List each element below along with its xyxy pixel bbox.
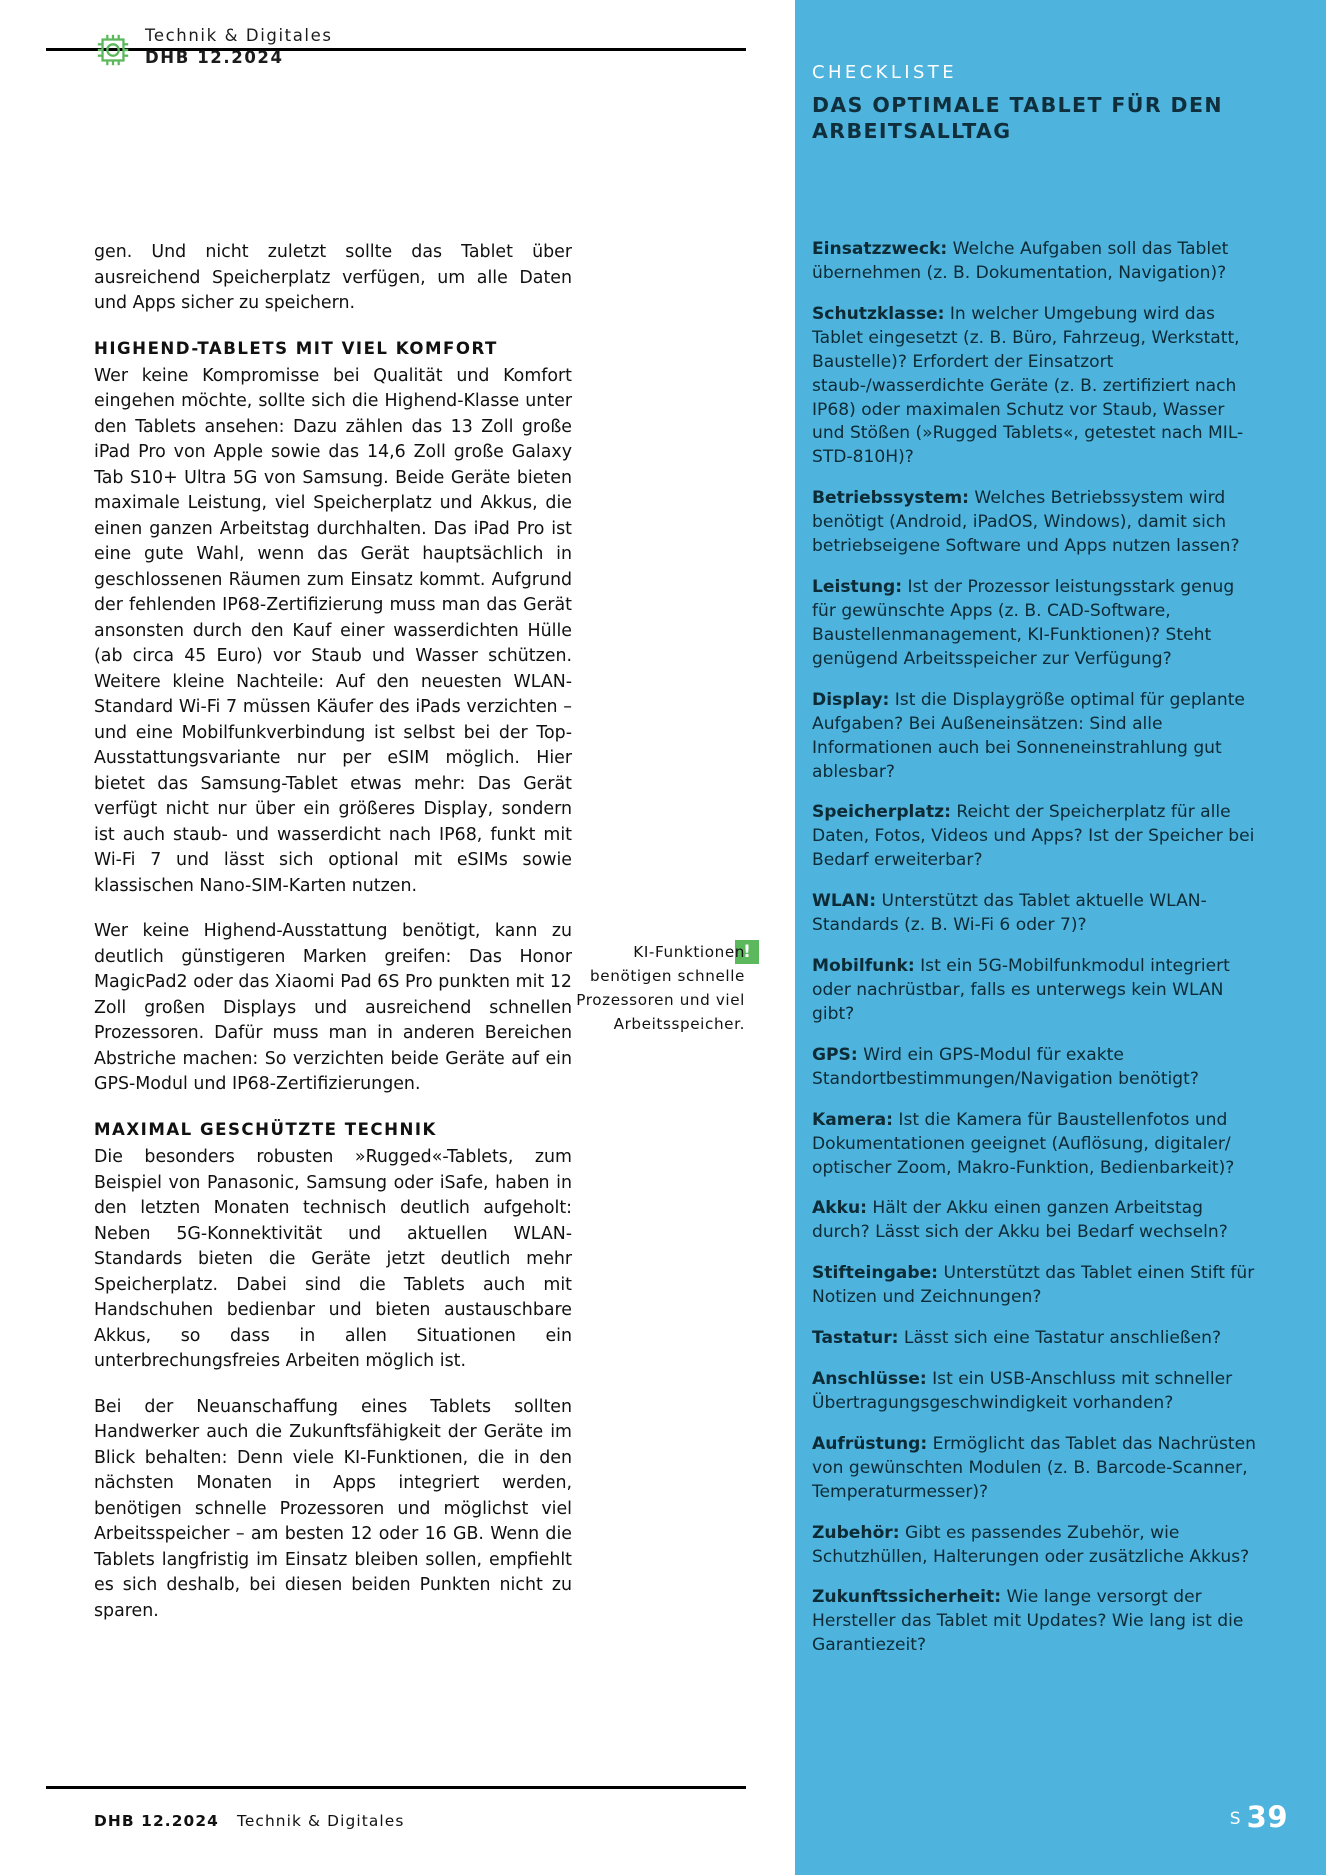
checklist-item [812, 303, 1262, 470]
checklist-item-term: Tastatur: [812, 1328, 899, 1349]
section-heading-rugged: MAXIMAL GESCHÜTZTE TECHNIK [94, 1119, 437, 1139]
checklist-item-term: Display: [812, 689, 890, 710]
checklist-item-term: Stifteingabe: [812, 1263, 939, 1284]
footer-rule [46, 1786, 746, 1789]
article-body [94, 240, 572, 1644]
checklist-item-term: WLAN: [812, 891, 877, 912]
checklist-item-term: Kamera: [812, 1109, 893, 1130]
page-header [94, 26, 333, 70]
checklist-item [812, 1262, 1262, 1310]
checklist-item [812, 801, 1262, 873]
checklist-item [812, 1197, 1262, 1245]
checklist-item-text: Wird ein GPS-Modul für exakte Standortbestimmungen/Navigation benötigt? [812, 1044, 1199, 1089]
checklist-item [812, 955, 1262, 1027]
chip-icon [94, 30, 132, 70]
checklist-item-text: Ist die Displaygröße optimal für geplante Aufgaben? Bei Außeneinsätzen: Sind alle Informationen auch bei Sonneneinstrahlung gut ablesbar? [812, 689, 1245, 782]
checklist-item-text: Welches Betriebssystem wird benötigt (Android, iPadOS, Windows), damit sich betriebseigene Software und Apps nutzen lassen? [812, 488, 1240, 557]
checklist-item-text: Ist der Prozessor leistungsstark genug für gewünschte Apps (z. B. CAD-Software, Baustellenmanagement, KI-Funktionen)? Steht genügend Arbeitsspeicher zur Verfügung? [812, 577, 1235, 669]
page-prefix: S [1229, 1809, 1242, 1829]
page-number: 39 [1246, 1800, 1288, 1834]
checklist-item-text: Ist ein USB-Anschluss mit schneller Übertragungsgeschwindigkeit vorhanden? [812, 1369, 1233, 1413]
checklist-item-text: Unterstützt das Tablet aktuelle WLAN-Standards (z. B. Wi-Fi 6 oder 7)? [812, 891, 1207, 936]
checklist-item [812, 1044, 1262, 1092]
checklist-item [812, 576, 1262, 672]
checklist-item [812, 238, 1262, 286]
checklist-item-text: Ist die Kamera für Baustellenfotos und Dokumentationen geeignet (Auflösung, digitaler/ optischer Zoom, Makro-Funktion, Bedienbarkeit)? [812, 1109, 1235, 1178]
checklist-item-term: Zukunftssicherheit: [812, 1587, 1002, 1608]
checklist-title: DAS OPTIMALE TABLET FÜR DEN ARBEITSALLTAG [812, 93, 1223, 144]
checklist-item [812, 1327, 1262, 1351]
checklist-item-text: Welche Aufgaben soll das Tablet übernehmen (z. B. Dokumentation, Navigation)? [812, 239, 1229, 283]
article-paragraph: Wer keine Kompromisse bei Qualität und Komfort eingehen möchte, sollte sich die Highend-Klasse unter den Tablets ansehen: Dazu zählen das 13 Zoll große iPad Pro von Apple sowie das 14,6 Zoll große Galaxy Tab S10+ Ultra 5G von Samsung. Beide Geräte bieten maximale Leistung, viel Speicherplatz und Akkus, die einen ganzen Arbeitstag durchhalten. Das iPad Pro ist eine gute Wahl, wenn das Gerät hauptsächlich in geschlossenen Räumen zum Einsatz kommt. Aufgrund der fehlenden IP68-Zertifizierung muss man das Gerät ansonsten durch den Kauf einer wasserdichten Hülle (ab circa 45 Euro) vor Staub und Wasser schützen. Weitere kleine Nachteile: Auf den neuesten WLAN-Standard Wi-Fi 7 müssen Käufer des iPads verzichten – und eine Mobilfunkverbindung ist selbst bei der Top-Ausstattungsvariante nur per eSIM möglich. Hier bietet das Samsung-Tablet etwas mehr: Das Gerät verfügt nicht nur über ein größeres Display, sondern ist auch staub- und wasserdicht nach IP68, funkt mit Wi-Fi 7 und lässt sich optional mit eSIMs sowie klassischen Nano-SIM-Karten nutzen. [94, 365, 572, 896]
checklist-item-text: In welcher Umgebung wird das Tablet eingesetzt (z. B. Büro, Fahrzeug, Werkstatt, Baustelle)? Erfordert der Einsatzort staub-/wasserdichte Geräte (z. B. zertifiziert nach IP68) oder maximalen Schutz vor Staub, Wasser und Stößen (»Rugged Tablets«, getestet nach MIL-STD-810H)? [812, 303, 1244, 468]
checklist-item [812, 1586, 1262, 1658]
checklist-item-text: Ermöglicht das Tablet das Nachrüsten von gewünschten Modulen (z. B. Barcode-Scanner, Temperaturmesser)? [812, 1433, 1256, 1502]
checklist-item [812, 890, 1262, 938]
footer-left [94, 1812, 404, 1830]
margin-note-text: KI-Funktionen benötigen schnelle Prozessoren und viel Arbeitsspeicher. [576, 943, 745, 1034]
checklist-item-text: Reicht der Speicherplatz für alle Daten, Fotos, Videos und Apps? Ist der Speicher bei Bedarf erweiterbar? [812, 802, 1255, 871]
checklist-item-term: Einsatzzweck: [812, 239, 948, 259]
header-kicker: Technik & Digitales [145, 26, 333, 45]
footer-section: Technik & Digitales [236, 1812, 405, 1830]
article-paragraph: gen. Und nicht zuletzt sollte das Tablet über ausreichend Speicherplatz verfügen, um alle Daten und Apps sicher zu speichern. [94, 242, 572, 313]
checklist-item-text: Wie lange versorgt der Hersteller das Tablet mit Updates? Wie lang ist die Garantiezeit? [812, 1587, 1244, 1656]
article-paragraph: Wer keine Highend-Ausstattung benötigt, kann zu deutlich günstigeren Marken greifen: Das Honor MagicPad2 oder das Xiaomi Pad 6S Pro punkten mit 12 Zoll großen Displays und ausreichend schnellen Prozessoren. Dafür muss man in anderen Bereichen Abstriche machen: So verzichten beide Geräte auf ein GPS-Modul und IP68-Zertifizierungen. [94, 921, 572, 1095]
checklist-item-text: Lässt sich eine Tastatur anschließen? [898, 1328, 1222, 1349]
checklist-item-term: Mobilfunk: [812, 956, 915, 977]
checklist-item [812, 487, 1262, 559]
checklist-item [812, 689, 1262, 785]
header-issue: DHB 12.2024 [145, 48, 284, 67]
checklist-item-text: Ist ein 5G-Mobilfunkmodul integriert oder nachrüstbar, falls es unterwegs kein WLAN gibt? [812, 956, 1230, 1024]
checklist-item [812, 1368, 1262, 1416]
checklist-item [812, 1522, 1262, 1570]
checklist-item-term: Betriebssystem: [812, 488, 969, 509]
checklist-item-term: Leistung: [812, 577, 903, 598]
checklist-item-term: Akku: [812, 1198, 867, 1219]
article-paragraph: Bei der Neuanschaffung eines Tablets sollten Handwerker auch die Zukunftsfähigkeit der Geräte im Blick behalten: Denn viele KI-Funktionen, die in den nächsten Monaten in Apps integriert werden, benötigen schnelle Prozessoren und möglichst viel Arbeitsspeicher – am besten 12 oder 16 GB. Wenn die Tablets langfristig im Einsatz bleiben sollen, empfiehlt es sich deshalb, bei diesen beiden Punkten nicht zu sparen. [94, 1396, 572, 1621]
checklist-kicker: CHECKLISTE [812, 62, 957, 83]
checklist-item-text: Hält der Akku einen ganzen Arbeitstag durch? Lässt sich der Akku bei Bedarf wechseln? [812, 1198, 1228, 1243]
checklist-item-term: Schutzklasse: [812, 303, 945, 324]
checklist-item [812, 1109, 1262, 1181]
section-heading-highend: HIGHEND-TABLETS MIT VIEL KOMFORT [94, 338, 498, 358]
checklist-item-term: Speicherplatz: [812, 802, 951, 823]
checklist-item-term: Zubehör: [812, 1522, 900, 1543]
checklist-items [812, 238, 1262, 1675]
checklist-item-term: Aufrüstung: [812, 1433, 928, 1454]
article-paragraph: Die besonders robusten »Rugged«-Tablets, zum Beispiel von Panasonic, Samsung oder iSafe, haben in den letzten Monaten technisch deutlich aufgeholt: Neben 5G-Konnektivität und aktuellen WLAN-Standards bieten die Geräte jetzt deutlich mehr Speicherplatz. Dabei sind die Tablets auch mit Handschuhen bedienbar und bieten austauschbare Akkus, so dass in allen Situationen ein unterbrechungsfreies Arbeiten möglich ist. [94, 1147, 572, 1372]
checklist-item-text: Unterstützt das Tablet einen Stift für Notizen und Zeichnungen? [812, 1263, 1255, 1308]
panel-divider-rule [790, 0, 795, 1875]
exclamation-icon: ! [735, 940, 759, 964]
checklist-item-text: Gibt es passendes Zubehör, wie Schutzhüllen, Halterungen oder zusätzliche Akkus? [812, 1522, 1250, 1567]
page-number-block [1230, 1800, 1288, 1834]
footer-issue: DHB 12.2024 [94, 1812, 219, 1830]
checklist-item [812, 1433, 1262, 1505]
checklist-item-term: GPS: [812, 1044, 858, 1065]
checklist-item-term: Anschlüsse: [812, 1369, 927, 1390]
